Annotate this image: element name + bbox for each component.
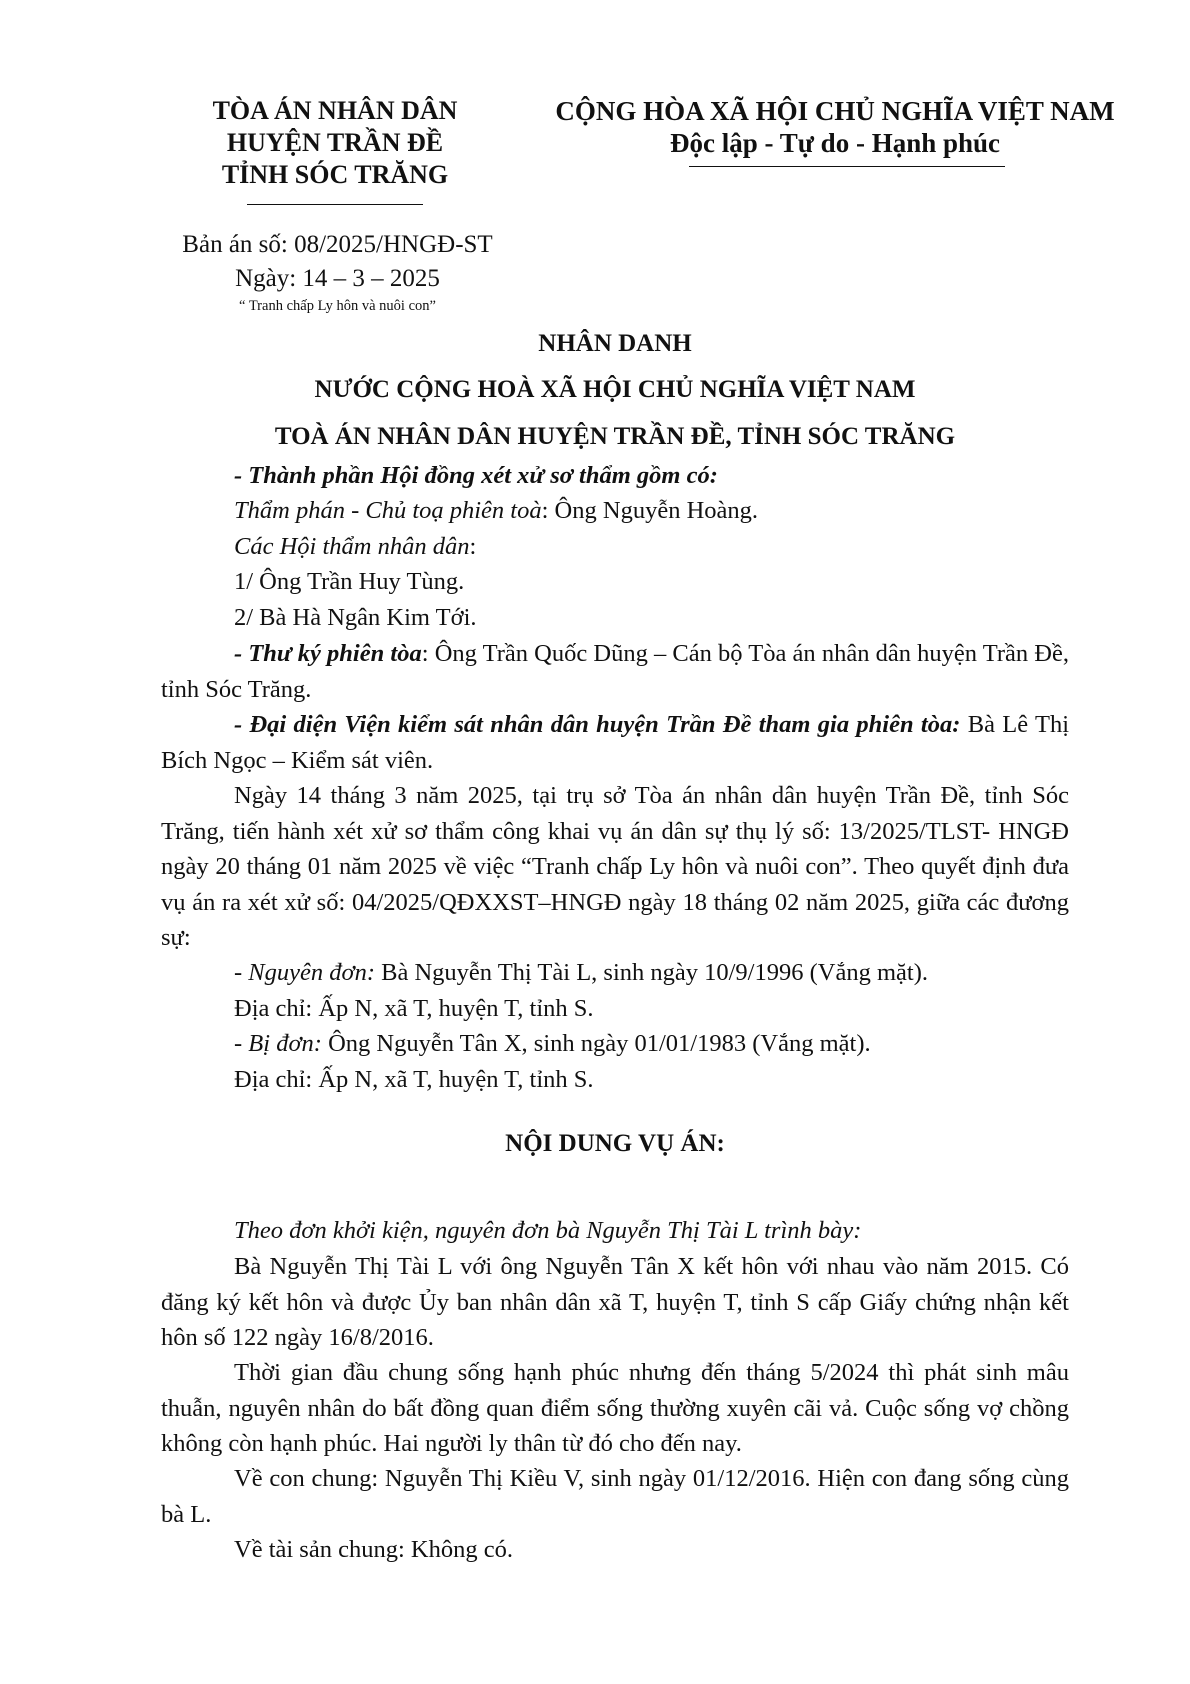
trial-paragraph: Ngày 14 tháng 3 năm 2025, tại trụ sở Tòa án nhân dân huyện Trần Đề, tỉnh Sóc Trăng, tiến hành xét xử sơ thẩm công khai vụ án dân sự thụ lý số: 13/2025/TLST- HNGĐ ngày 20 tháng 01 năm 2025 về việc “Tranh chấp Ly hôn và nuôi con”. Theo quyết định đưa vụ án ra xét xử số: 04/2025/QĐXXST–HNGĐ ngày 18 tháng 02 năm 2025, giữa các đương sự: <box>161 782 1069 951</box>
case-number: Bản án số: 08/2025/HNGĐ-ST <box>182 231 493 258</box>
assessors-label: Các Hội thẩm nhân dân <box>234 533 470 560</box>
defendant-label: Bị đơn: <box>248 1030 322 1057</box>
assessors-line <box>234 529 476 565</box>
plaintiff-line <box>234 955 928 991</box>
nation-motto: Độc lập - Tự do - Hạnh phúc <box>669 128 1001 158</box>
court-header-underline <box>247 204 423 205</box>
panel-title: - Thành phần Hội đồng xét xử sơ thẩm gồm có: <box>234 462 718 489</box>
judge-label: Thẩm phán - Chủ toạ phiên toà <box>234 497 542 524</box>
content-paragraph-1: Bà Nguyễn Thị Tài L với ông Nguyễn Tân X kết hôn với nhau vào năm 2015. Có đăng ký kết hôn và được Ủy ban nhân dân xã T, huyện T, tỉnh S cấp Giấy chứng nhận kết hôn số 122 ngày 16/8/2016. <box>161 1253 1069 1351</box>
defendant-line <box>234 1026 871 1062</box>
judge-value: : Ông Nguyễn Hoàng. <box>541 497 759 524</box>
court-line-3: TỈNH SÓC TRĂNG <box>221 160 449 189</box>
plaintiff-value: Bà Nguyễn Thị Tài L, sinh ngày 10/9/1996 (Vắng mặt). <box>375 959 928 986</box>
clerk-label: - Thư ký phiên tòa <box>234 640 422 667</box>
assessor-2: 2/ Bà Hà Ngân Kim Tới. <box>234 604 477 631</box>
assessor-1: 1/ Ông Trần Huy Tùng. <box>234 568 465 595</box>
court-line-2: HUYỆN TRẦN ĐỀ <box>226 128 444 157</box>
defendant-address: Địa chỉ: Ấp N, xã T, huyện T, tỉnh S. <box>234 1066 594 1093</box>
defendant-dash: - <box>234 1030 249 1057</box>
procuracy-label: - Đại diện Viện kiểm sát nhân dân huyện Trần Đề tham gia phiên tòa: <box>234 711 961 738</box>
plaintiff-label: Nguyên đơn: <box>248 959 375 986</box>
court-line-1: TÒA ÁN NHÂN DÂN <box>212 96 458 125</box>
nation-title: CỘNG HÒA XÃ HỘI CHỦ NGHĨA VIỆT NAM <box>555 96 1115 126</box>
content-paragraph-3: Về con chung: Nguyễn Thị Kiều V, sinh ngày 01/12/2016. Hiện con đang sống cùng bà L. <box>161 1465 1069 1528</box>
plaintiff-dash: - <box>234 959 249 986</box>
content-paragraph-2: Thời gian đầu chung sống hạnh phúc nhưng đến tháng 5/2024 thì phát sinh mâu thuẫn, nguyên nhân do bất đồng quan điểm sống thường xuyên cãi vả. Cuộc sống vợ chồng không còn hạnh phúc. Hai người ly thân từ đó cho đến nay. <box>161 1359 1069 1457</box>
court-header <box>180 95 490 191</box>
heading-in-name: NHÂN DANH <box>538 330 692 357</box>
motto-underline <box>689 166 1005 167</box>
defendant-value: Ông Nguyễn Tân X, sinh ngày 01/01/1983 (Vắng mặt). <box>321 1030 871 1057</box>
case-date: Ngày: 14 – 3 – 2025 <box>235 265 440 292</box>
clerk-value: : Ông Trần Quốc Dũng – Cán bộ Tòa án nhân dân huyện Trần Đề, tỉnh Sóc Trăng. <box>161 640 1070 703</box>
case-subject: “ Tranh chấp Ly hôn và nuôi con” <box>239 298 436 314</box>
content-intro: Theo đơn khởi kiện, nguyên đơn bà Nguyễn Thị Tài L trình bày: <box>234 1217 862 1244</box>
assessors-colon: : <box>469 533 477 560</box>
judge-line <box>234 493 758 529</box>
plaintiff-address: Địa chỉ: Ấp N, xã T, huyện T, tỉnh S. <box>234 995 594 1022</box>
procuracy-paragraph <box>161 707 1069 778</box>
heading-court-full: TOÀ ÁN NHÂN DÂN HUYỆN TRẦN ĐỀ, TỈNH SÓC TRĂNG <box>274 423 956 450</box>
case-meta <box>140 228 535 316</box>
heading-republic: NƯỚC CỘNG HOÀ XÃ HỘI CHỦ NGHĨA VIỆT NAM <box>314 376 916 403</box>
content-paragraph-4: Về tài sản chung: Không có. <box>234 1536 513 1563</box>
content-heading: NỘI DUNG VỤ ÁN: <box>505 1130 725 1157</box>
national-header <box>540 95 1130 159</box>
procuracy-value: Bà Lê Thị Bích Ngọc – Kiểm sát viên. <box>161 711 1070 774</box>
clerk-paragraph <box>161 636 1069 707</box>
